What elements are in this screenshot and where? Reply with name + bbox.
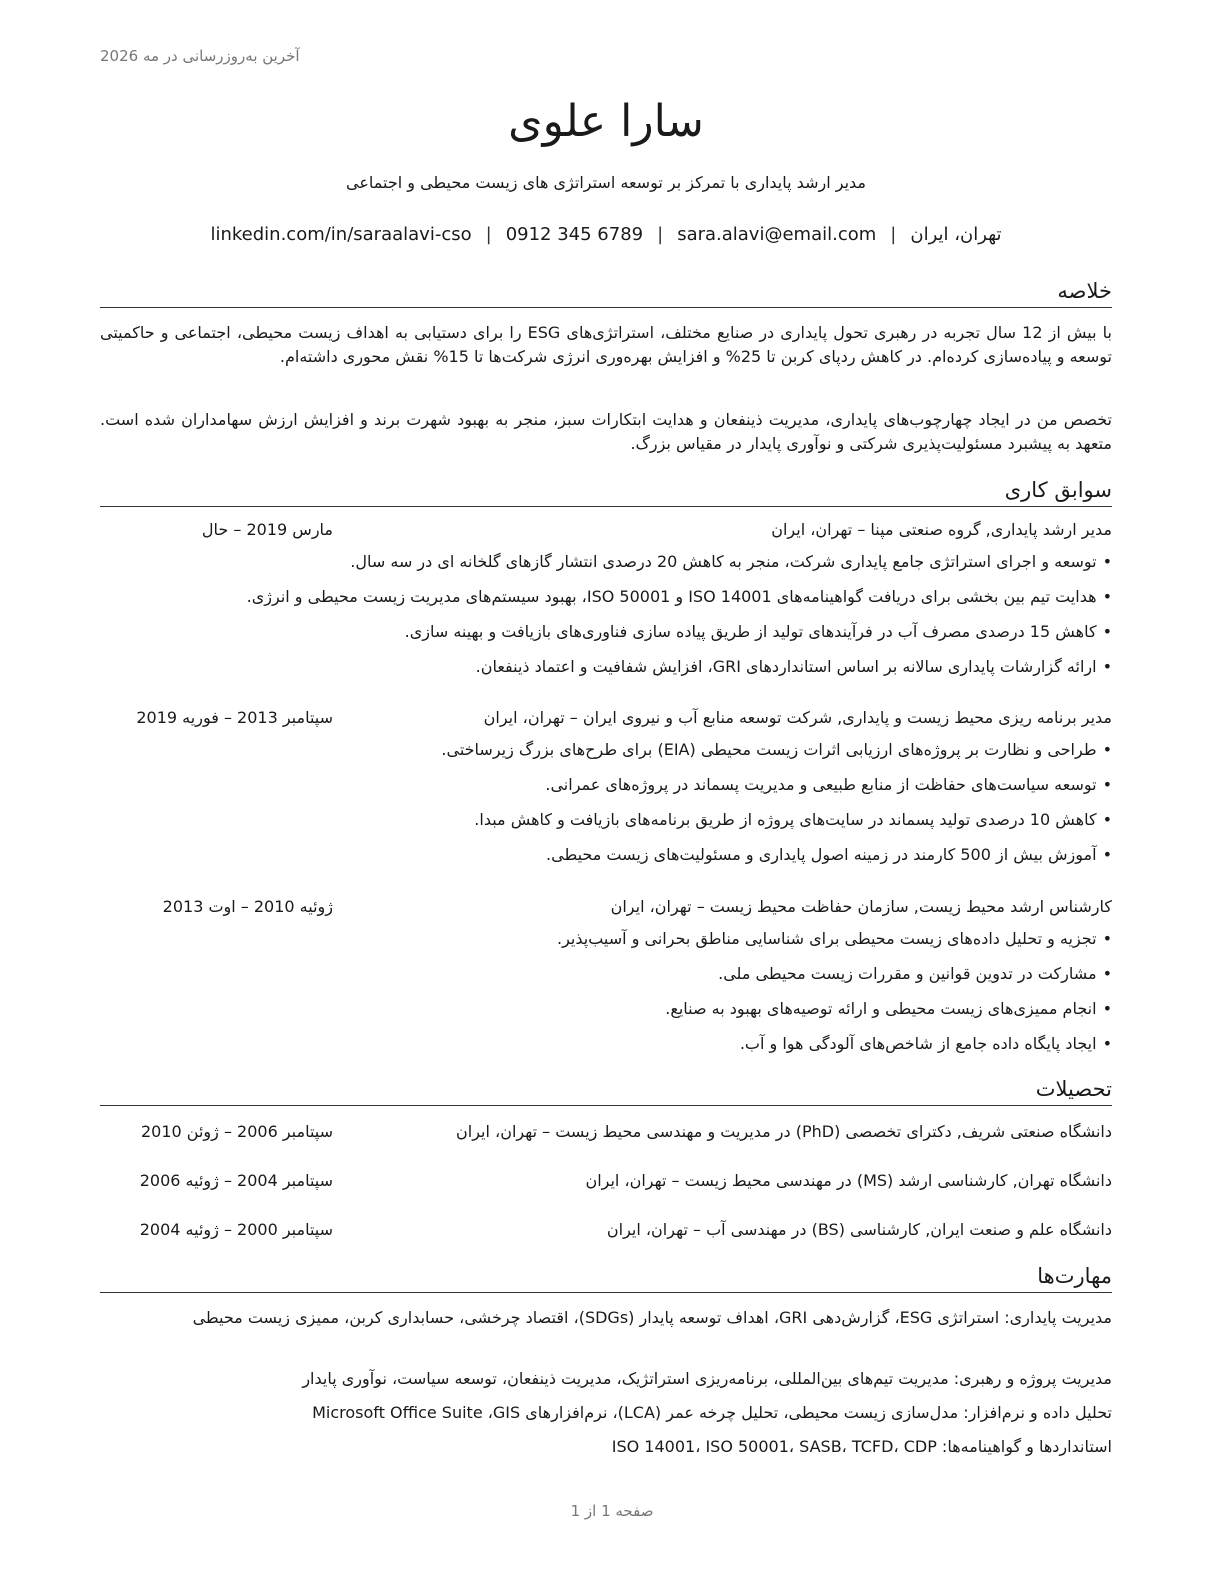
list-item: •کاهش 10 درصدی تولید پسماند در سایت‌های پروژه از طریق برنامه‌های بازیافت و کاهش مبدا. (474, 810, 1112, 829)
education-degree: دانشگاه علم و صنعت ایران, کارشناسی (BS) در مهندسی آب – تهران، ایران (606, 1220, 1112, 1239)
page-number: صفحه 1 از 1 (570, 1502, 654, 1520)
contact-line (100, 224, 1112, 245)
summary-paragraph-1: با بیش از 12 سال تجربه در رهبری تحول پایداری در صنایع مختلف، استراتژی‌های ESG را برای دستیابی به اهداف زیست محیطی، اجتماعی و حاکمیتی توسعه و پیاده‌سازی کرده‌ام. در کاهش ردپای کربن تا 25% و افزایش بهره‌وری انرژی شرکت‌ها تا 15% نقش محوری داشته‌ام. (100, 323, 1113, 366)
candidate-name: سارا علوی (508, 96, 704, 147)
list-item: •توسعه و اجرای استراتژی جامع پایداری شرکت، منجر به کاهش 20 درصدی انتشار گازهای گلخانه ای در سه سال. (350, 552, 1112, 571)
education-degree: دانشگاه تهران, کارشناسی ارشد (MS) در مهندسی محیط زیست – تهران، ایران (585, 1171, 1112, 1190)
experience-heading: سوابق کاری (100, 476, 1112, 507)
job-role: مدیر ارشد پایداری, گروه صنعتی مپنا – تهران، ایران (771, 520, 1112, 539)
education-heading: تحصیلات (100, 1075, 1112, 1106)
job-bullets (100, 926, 1112, 1066)
contact-email[interactable]: sara.alavi@email.com (677, 224, 877, 245)
job-role: مدیر برنامه ریزی محیط زیست و پایداری, شرکت توسعه منابع آب و نیروی ایران – تهران، ایران (483, 708, 1112, 727)
contact-linkedin[interactable]: linkedin.com/in/saraalavi-cso (210, 224, 472, 245)
list-item: •آموزش بیش از 500 کارمند در زمینه اصول پایداری و مسئولیت‌های زیست محیطی. (546, 845, 1112, 864)
list-item: •مشارکت در تدوین قوانین و مقررات زیست محیطی ملی. (718, 964, 1112, 983)
job-dates: مارس 2019 – حال (201, 520, 333, 539)
education-dates: سپتامبر 2004 – ژوئیه 2006 (139, 1171, 333, 1190)
job-dates: سپتامبر 2013 – فوریه 2019 (136, 708, 333, 727)
education-dates: سپتامبر 2006 – ژوئن 2010 (140, 1122, 333, 1141)
skill-line: مدیریت پایداری: استراتژی ESG، گزارش‌دهی GRI، اهداف توسعه پایدار (SDGs)، اقتصاد چرخشی، حسابداری کربن، ممیزی زیست محیطی (192, 1308, 1112, 1327)
last-updated: آخرین به‌روزرسانی در مه 2026 (100, 47, 300, 65)
skill-line: استانداردها و گواهینامه‌ها: ISO 14001، ISO 50001، SASB، TCFD، CDP (611, 1437, 1112, 1456)
list-item: •ایجاد پایگاه داده جامع از شاخص‌های آلودگی هوا و آب. (739, 1034, 1112, 1053)
education-item (100, 1171, 1112, 1197)
job-bullets (100, 737, 1112, 877)
list-item: •هدایت تیم بین بخشی برای دریافت گواهینامه‌های ISO 14001 و ISO 50001، بهبود سیستم‌های مدیریت زیست محیطی و انرژی. (246, 587, 1112, 606)
skill-line: تحلیل داده و نرم‌افزار: مدل‌سازی زیست محیطی، تحلیل چرخه عمر (LCA)، نرم‌افزارهای Microsoft Office Suite ،GIS (312, 1403, 1112, 1422)
job-bullets (100, 549, 1112, 689)
contact-separator: | (485, 224, 492, 245)
headline: مدیر ارشد پایداری با تمرکز بر توسعه استراتژی های زیست محیطی و اجتماعی (346, 173, 866, 192)
skills-heading: مهارت‌ها (100, 1262, 1112, 1293)
job-dates: ژوئیه 2010 – اوت 2013 (162, 897, 333, 916)
education-item (100, 1220, 1112, 1246)
skill-line: مدیریت پروژه و رهبری: مدیریت تیم‌های بین‌المللی، برنامه‌ریزی استراتژیک، مدیریت ذینفعان، توسعه سیاست، نوآوری پایدار (302, 1369, 1112, 1388)
list-item: •تجزیه و تحلیل داده‌های زیست محیطی برای شناسایی مناطق بحرانی و آسیب‌پذیر. (557, 929, 1112, 948)
contact-location: تهران، ایران (910, 224, 1002, 245)
contact-separator: | (890, 224, 897, 245)
list-item: •ارائه گزارشات پایداری سالانه بر اساس استانداردهای GRI، افزایش شفافیت و اعتماد ذینفعان. (475, 657, 1112, 676)
list-item: •کاهش 15 درصدی مصرف آب در فرآیندهای تولید از طریق پیاده سازی فناوری‌های بازیافت و بهینه سازی. (404, 622, 1112, 641)
list-item: •انجام ممیزی‌های زیست محیطی و ارائه توصیه‌های بهبود به صنایع. (665, 999, 1112, 1018)
education-item (100, 1122, 1112, 1148)
education-degree: دانشگاه صنعتی شریف, دکترای تخصصی (PhD) در مدیریت و مهندسی محیط زیست – تهران، ایران (456, 1122, 1112, 1141)
contact-phone[interactable]: 0912 345 6789 (505, 224, 644, 245)
summary-paragraph-2: تخصص من در ایجاد چهارچوب‌های پایداری، مدیریت ذینفعان و هدایت ابتکارات سبز، منجر به بهبود شهرت برند و افزایش ارزش سهامداران شده است. متعهد به پیشبرد مسئولیت‌پذیری شرکتی و نوآوری پایدار در مقیاس بزرگ. (100, 410, 1112, 453)
job-header (100, 897, 1112, 923)
education-dates: سپتامبر 2000 – ژوئیه 2004 (139, 1220, 333, 1239)
job-role: کارشناس ارشد محیط زیست, سازمان حفاظت محیط زیست – تهران، ایران (610, 897, 1112, 916)
list-item: •توسعه سیاست‌های حفاظت از منابع طبیعی و مدیریت پسماند در پروژه‌های عمرانی. (545, 775, 1112, 794)
job-header (100, 520, 1112, 546)
list-item: •طراحی و نظارت بر پروژه‌های ارزیابی اثرات زیست محیطی (EIA) برای طرح‌های بزرگ زیرساختی. (441, 740, 1112, 759)
contact-separator: | (657, 224, 664, 245)
job-header (100, 708, 1112, 734)
summary-heading: خلاصه (100, 277, 1112, 308)
